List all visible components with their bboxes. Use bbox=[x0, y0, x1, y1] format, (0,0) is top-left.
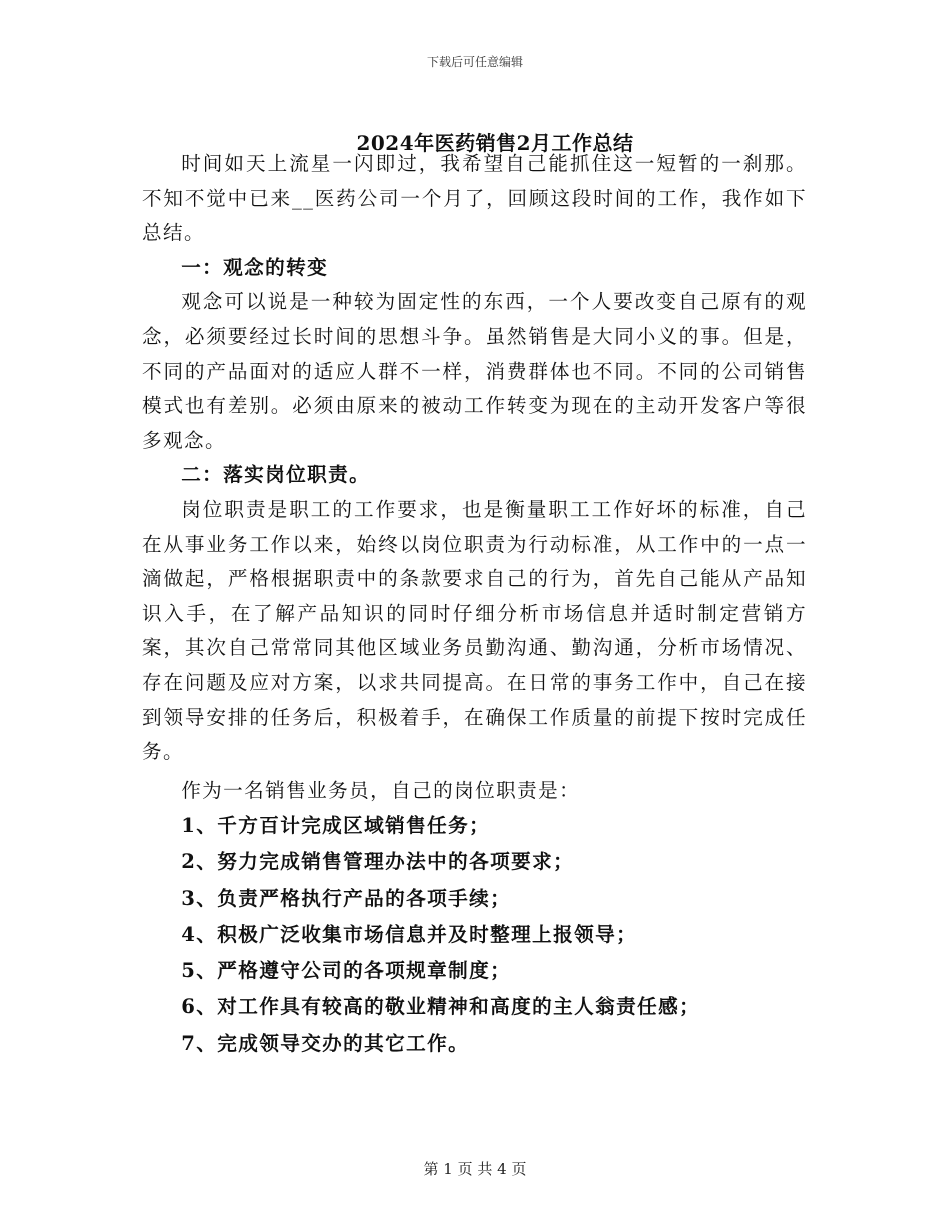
list-item: 6、对工作具有较高的敬业精神和高度的主人翁责任感； bbox=[181, 995, 701, 1019]
intro-paragraph: 时间如天上流星一闪即过，我希望自己能抓住这一短暂的一刹那。不知不觉中已来__医药公司一个月了，回顾这段时间的工作，我作如下总结。 bbox=[142, 152, 807, 245]
section-body-1: 观念可以说是一种较为固定性的东西，一个人要改变自己原有的观念，必须要经过长时间的思想斗争。虽然销售是大同小义的事。但是，不同的产品面对的适应人群不一样，消费群体也不同。不同的公司销售模式也有差别。必须由原来的被动工作转变为现在的主动开发客户等很多观念。 bbox=[142, 290, 807, 452]
document-title: 2024年医药销售2月工作总结 bbox=[356, 131, 634, 156]
header-note: 下载后可任意编辑 bbox=[426, 55, 523, 69]
list-item: 2、努力完成销售管理办法中的各项要求； bbox=[181, 850, 575, 874]
list-item: 3、负责严格执行产品的各项手续； bbox=[181, 886, 512, 910]
page-number: 第 1 页 共 4 页 bbox=[423, 1160, 527, 1178]
duties-intro: 作为一名销售业务员，自己的岗位职责是： bbox=[181, 778, 581, 802]
list-item: 5、严格遵守公司的各项规章制度； bbox=[181, 959, 512, 983]
section-heading-1: 一：观念的转变 bbox=[181, 255, 329, 279]
section-heading-2: 二：落实岗位职责。 bbox=[181, 463, 371, 487]
list-item: 7、完成领导交办的其它工作。 bbox=[181, 1031, 470, 1055]
section-body-2: 岗位职责是职工的工作要求，也是衡量职工工作好坏的标准，自己在从事业务工作以来，始终以岗位职责为行动标准，从工作中的一点一滴做起，严格根据职责中的条款要求自己的行为，首先自己能从产品知识入手，在了解产品知识的同时仔细分析市场信息并适时制定营销方案，其次自己常常同其他区域业务员勤沟通、勤沟通，分析市场情况、存在问题及应对方案，以求共同提高。在日常的事务工作中，自己在接到领导安排的任务后，积极着手，在确保工作质量的前提下按时完成任务。 bbox=[142, 497, 807, 764]
list-item: 4、积极广泛收集市场信息并及时整理上报领导； bbox=[181, 922, 638, 946]
duty-list bbox=[142, 808, 807, 1061]
document-body bbox=[142, 147, 807, 1062]
list-item: 1、千方百计完成区域销售任务； bbox=[181, 814, 491, 838]
